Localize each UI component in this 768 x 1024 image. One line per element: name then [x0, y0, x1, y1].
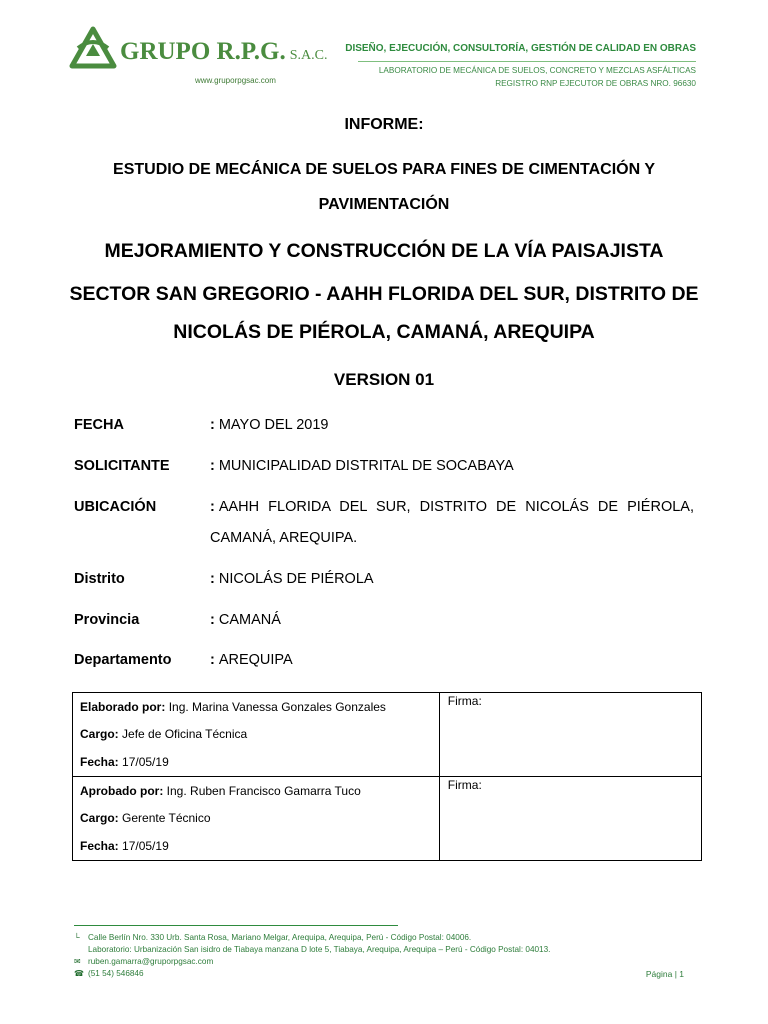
- project-title-line-3: NICOLÁS DE PIÉROLA, CAMANÁ, AREQUIPA: [173, 321, 595, 343]
- footer-email: ✉ ruben.gamarra@gruporpgsac.com: [74, 957, 214, 966]
- rpg-logo-icon: [68, 26, 118, 76]
- version-label: VERSION 01: [333, 370, 435, 389]
- header-divider: [358, 61, 696, 62]
- departamento-label: Departamento: [74, 652, 172, 668]
- signature-row-aprobado: [73, 777, 702, 861]
- footer-phone: ☎ (51 54) 546846: [74, 969, 144, 978]
- footer-address-1: └ Calle Berlín Nro. 330 Urb. Santa Rosa, Mariano Melgar, Arequipa, Arequipa, Perú - Código Postal: 04006.: [74, 933, 472, 942]
- provincia-label: Provincia: [74, 612, 140, 628]
- aprobado-details: [73, 777, 440, 861]
- elaborado-fecha: Fecha: 17/05/19: [80, 755, 169, 769]
- aprobado-fecha: Fecha: 17/05/19: [80, 839, 169, 853]
- aprobado-cargo: Cargo: Gerente Técnico: [80, 811, 211, 825]
- distrito-value: : NICOLÁS DE PIÉROLA: [210, 571, 374, 587]
- elaborado-cargo: Cargo: Jefe de Oficina Técnica: [80, 727, 248, 741]
- logo-url: www.gruporpgsac.com: [195, 76, 276, 85]
- header-registry: REGISTRO RNP EJECUTOR DE OBRAS NRO. 96630: [495, 79, 696, 88]
- title-informe: INFORME:: [344, 116, 424, 133]
- elaborado-firma-cell: [439, 693, 701, 777]
- logo-name: GRUPO R.P.G. S.A.C.: [120, 38, 328, 65]
- footer-address-2: Laboratorio: Urbanización San isidro de Tiabaya manzana D lote 5, Tiabaya, Arequipa, Arequipa – Perú - Código Postal: 04013.: [88, 945, 551, 954]
- mail-icon: ✉: [74, 957, 81, 966]
- solicitante-value: : MUNICIPALIDAD DISTRITAL DE SOCABAYA: [210, 458, 514, 474]
- solicitante-label: SOLICITANTE: [74, 458, 170, 474]
- ubicacion-label: UBICACIÓN: [74, 499, 157, 515]
- provincia-value: : CAMANÁ: [210, 612, 281, 628]
- aprobado-firma-label: Firma:: [447, 778, 482, 792]
- aprobado-firma-cell: [439, 777, 701, 861]
- title-study-line-2: PAVIMENTACIÓN: [318, 196, 450, 213]
- page-number: Página | 1: [645, 969, 684, 979]
- ubicacion-value: : AAHH FLORIDA DEL SUR, DISTRITO DE NICOLÁS DE PIÉROLA, CAMANÁ, AREQUIPA.: [210, 499, 694, 546]
- distrito-label: Distrito: [74, 571, 125, 587]
- elaborado-firma-label: Firma:: [447, 694, 482, 708]
- fecha-label: FECHA: [74, 417, 124, 433]
- signature-row-elaborado: [73, 693, 702, 777]
- logo-suffix: S.A.C.: [289, 48, 328, 63]
- elaborado-details: [73, 693, 440, 777]
- departamento-value: : AREQUIPA: [210, 652, 293, 668]
- location-icon: └: [74, 933, 80, 942]
- elaborado-por: Elaborado por: Ing. Marina Vanessa Gonzales Gonzales: [80, 700, 386, 714]
- aprobado-por: Aprobado por: Ing. Ruben Francisco Gamarra Tuco: [80, 784, 361, 798]
- header-services: DISEÑO, EJECUCIÓN, CONSULTORÍA, GESTIÓN DE CALIDAD EN OBRAS: [345, 43, 696, 54]
- fecha-value: : MAYO DEL 2019: [210, 417, 329, 433]
- project-title-line-1: MEJORAMIENTO Y CONSTRUCCIÓN DE LA VÍA PAISAJISTA: [104, 240, 664, 262]
- footer-divider: [74, 925, 398, 926]
- header-laboratory: LABORATORIO DE MECÁNICA DE SUELOS, CONCRETO Y MEZCLAS ASFÁLTICAS: [378, 66, 696, 75]
- project-title-line-2: SECTOR SAN GREGORIO - AAHH FLORIDA DEL SUR, DISTRITO DE: [69, 283, 699, 305]
- title-study-line-1: ESTUDIO DE MECÁNICA DE SUELOS PARA FINES DE CIMENTACIÓN Y: [113, 161, 655, 178]
- company-logo: [68, 26, 328, 88]
- phone-icon: ☎: [74, 969, 84, 978]
- signature-table: [72, 692, 702, 861]
